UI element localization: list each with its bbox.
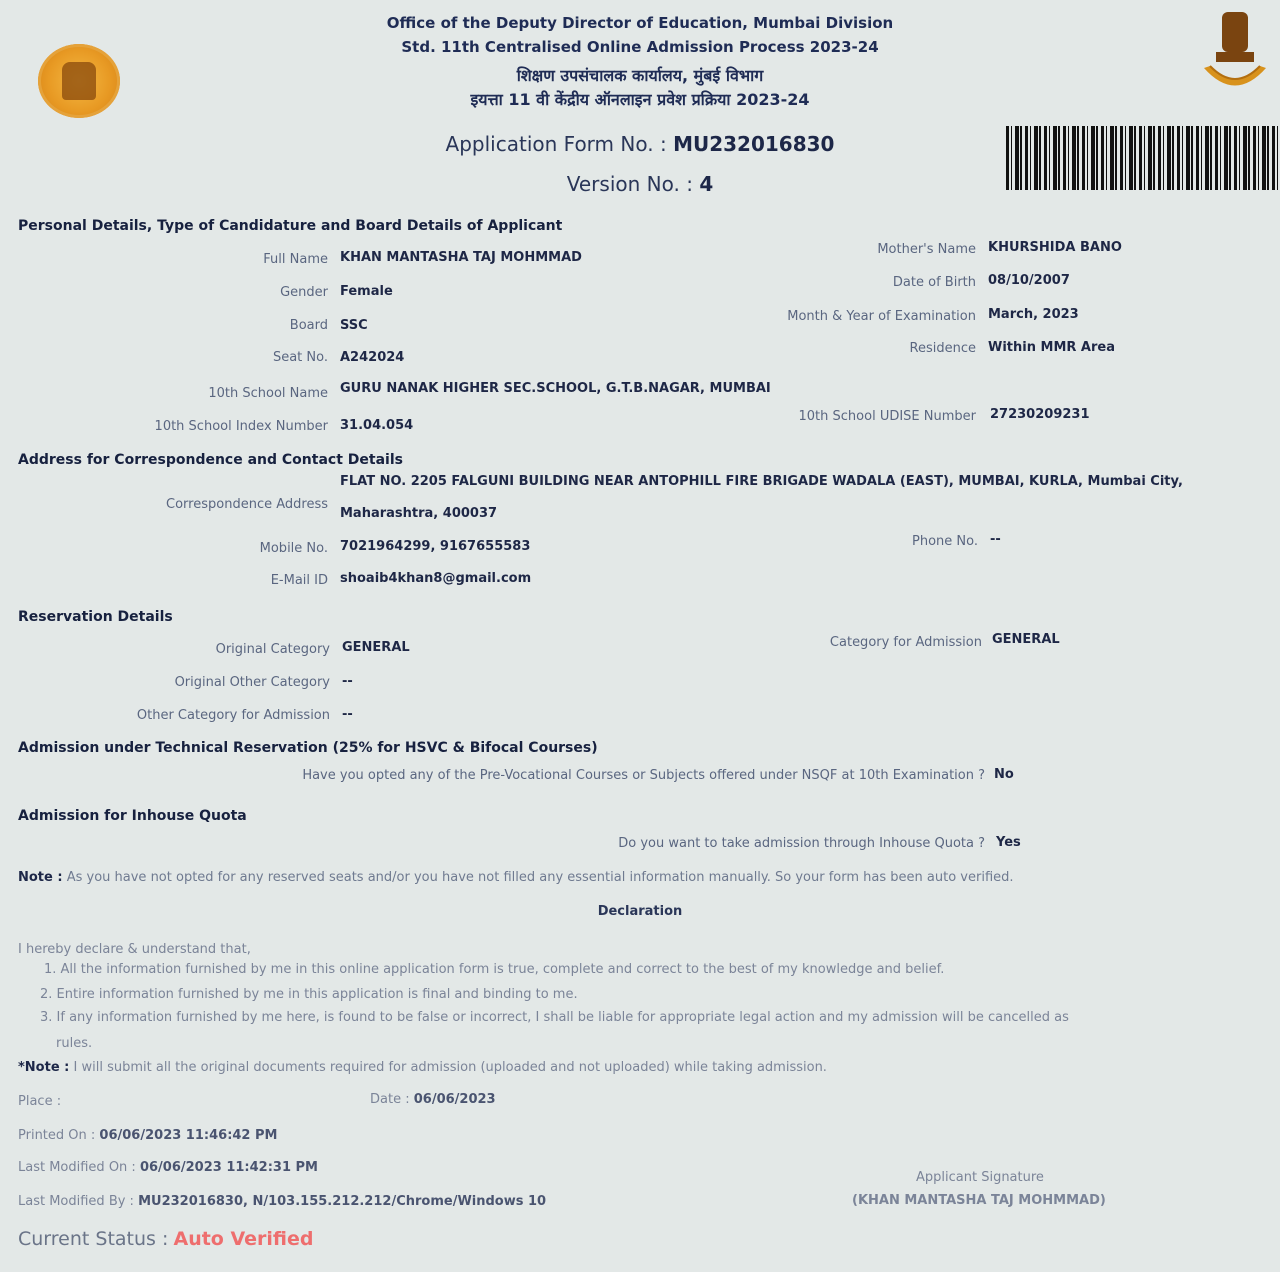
correspondence-address-label: Correspondence Address [166, 497, 328, 512]
place-label: Place : [18, 1094, 62, 1109]
last-modified-on-label: Last Modified On : [18, 1160, 136, 1175]
note-text: As you have not opted for any reserved seats and/or you have not filled any essential information manually. So your form has been auto verified. [66, 870, 1014, 885]
documents-note-text: I will submit all the original documents required for admission (uploaded and not uploaded) while taking admission. [73, 1060, 827, 1075]
documents-note-label: *Note : [18, 1060, 70, 1075]
dob-value: 08/10/2007 [988, 273, 1070, 288]
school-index-value: 31.04.054 [340, 418, 414, 433]
mobile-value: 7021964299, 9167655583 [340, 539, 531, 554]
technical-question: Have you opted any of the Pre-Vocational Courses or Subjects offered under NSQF at 10th Examination ? [302, 768, 985, 783]
correspondence-address-line1: FLAT NO. 2205 FALGUNI BUILDING NEAR ANTOPHILL FIRE BRIGADE WADALA (EAST), MUMBAI, KURLA, Mumbai City, [340, 474, 1183, 489]
last-modified-on [18, 1160, 318, 1175]
admission-category-label: Category for Admission [829, 635, 982, 650]
applicant-signature-label: Applicant Signature [916, 1170, 1044, 1185]
declaration-intro: I hereby declare & understand that, [18, 942, 251, 957]
other-category-admission-label: Other Category for Admission [136, 708, 330, 723]
current-status-value: Auto Verified [173, 1228, 314, 1250]
seat-no-label: Seat No. [272, 350, 328, 365]
declaration-item-2: 2. Entire information furnished by me in this application is final and binding to me. [40, 987, 578, 1002]
last-modified-by [18, 1194, 546, 1209]
printed-on [18, 1128, 277, 1143]
mother-name-label: Mother's Name [877, 242, 976, 257]
email-value: shoaib4khan8@gmail.com [340, 571, 532, 586]
mother-name-value: KHURSHIDA BANO [988, 240, 1122, 255]
board-value: SSC [340, 318, 368, 333]
section-personal-title: Personal Details, Type of Candidature and Board Details of Applicant [18, 218, 563, 234]
technical-answer: No [994, 767, 1014, 782]
auto-verified-note [18, 870, 1014, 885]
full-name-value: KHAN MANTASHA TAJ MOHMMAD [340, 250, 582, 265]
phone-label: Phone No. [912, 534, 978, 549]
gender-value: Female [340, 284, 393, 299]
udise-label: 10th School UDISE Number [798, 409, 976, 424]
section-technical-title: Admission under Technical Reservation (25% for HSVC & Bifocal Courses) [18, 740, 598, 756]
school-name-label: 10th School Name [208, 386, 328, 401]
version-value: 4 [699, 172, 714, 196]
section-address-title: Address for Correspondence and Contact Details [18, 452, 403, 468]
original-other-category-value: -- [342, 674, 353, 689]
email-label: E-Mail ID [270, 573, 328, 588]
printed-on-label: Printed On : [18, 1128, 96, 1143]
declaration-item-3: 3. If any information furnished by me here, is found to be false or incorrect, I shall be liable for appropriate legal action and my admission will be cancelled as [40, 1010, 1069, 1025]
header-office-title-marathi: शिक्षण उपसंचालक कार्यालय, मुंबई विभाग [516, 66, 764, 85]
school-name-value: GURU NANAK HIGHER SEC.SCHOOL, G.T.B.NAGAR, MUMBAI [340, 381, 771, 396]
form-no-label: Application Form No. : [445, 132, 667, 156]
note-label: Note : [18, 870, 63, 885]
documents-note [18, 1060, 827, 1075]
date-field [370, 1092, 496, 1107]
declaration-item-3-cont: rules. [56, 1036, 93, 1051]
date-label: Date : [370, 1092, 410, 1107]
current-status [18, 1228, 313, 1250]
board-label: Board [289, 318, 328, 333]
last-modified-by-label: Last Modified By : [18, 1194, 134, 1209]
version-number [0, 172, 1280, 196]
declaration-item-1: 1. All the information furnished by me in this online application form is true, complete and correct to the best of my knowledge and belief. [44, 962, 945, 977]
correspondence-address-line2: Maharashtra, 400037 [340, 506, 498, 521]
other-category-admission-value: -- [342, 707, 353, 722]
full-name-label: Full Name [263, 252, 328, 267]
gender-label: Gender [280, 285, 328, 300]
exam-month-year-label: Month & Year of Examination [787, 309, 976, 324]
header-process-title: Std. 11th Centralised Online Admission Process 2023-24 [401, 38, 879, 56]
last-modified-on-value: 06/06/2023 11:42:31 PM [139, 1160, 318, 1175]
exam-month-year-value: March, 2023 [988, 307, 1079, 322]
current-status-label: Current Status : [18, 1228, 169, 1250]
udise-value: 27230209231 [990, 407, 1090, 422]
seat-no-value: A242024 [340, 350, 405, 365]
residence-value: Within MMR Area [988, 340, 1115, 355]
date-value: 06/06/2023 [413, 1092, 496, 1107]
admission-category-value: GENERAL [992, 632, 1060, 647]
dob-label: Date of Birth [892, 275, 976, 290]
original-category-value: GENERAL [342, 640, 410, 655]
inhouse-question: Do you want to take admission through Inhouse Quota ? [618, 836, 985, 851]
application-form-number [0, 132, 1280, 156]
section-reservation-title: Reservation Details [18, 609, 173, 625]
original-category-label: Original Category [215, 642, 330, 657]
printed-on-value: 06/06/2023 11:46:42 PM [99, 1128, 278, 1143]
last-modified-by-value: MU232016830, N/103.155.212.212/Chrome/Windows 10 [138, 1194, 547, 1209]
section-inhouse-title: Admission for Inhouse Quota [18, 808, 247, 824]
mobile-label: Mobile No. [259, 541, 328, 556]
version-label: Version No. : [566, 172, 693, 196]
residence-label: Residence [909, 341, 976, 356]
original-other-category-label: Original Other Category [174, 675, 330, 690]
inhouse-answer: Yes [996, 835, 1021, 850]
header-process-title-marathi: इयत्ता 11 वी केंद्रीय ऑनलाइन प्रवेश प्रक्रिया 2023-24 [470, 90, 810, 109]
applicant-signature-name: (KHAN MANTASHA TAJ MOHMMAD) [852, 1193, 1106, 1208]
header-office-title: Office of the Deputy Director of Education, Mumbai Division [386, 14, 894, 32]
declaration-title: Declaration [597, 904, 683, 919]
phone-value: -- [990, 532, 1001, 547]
school-index-label: 10th School Index Number [154, 419, 328, 434]
form-no-value: MU232016830 [673, 132, 835, 156]
